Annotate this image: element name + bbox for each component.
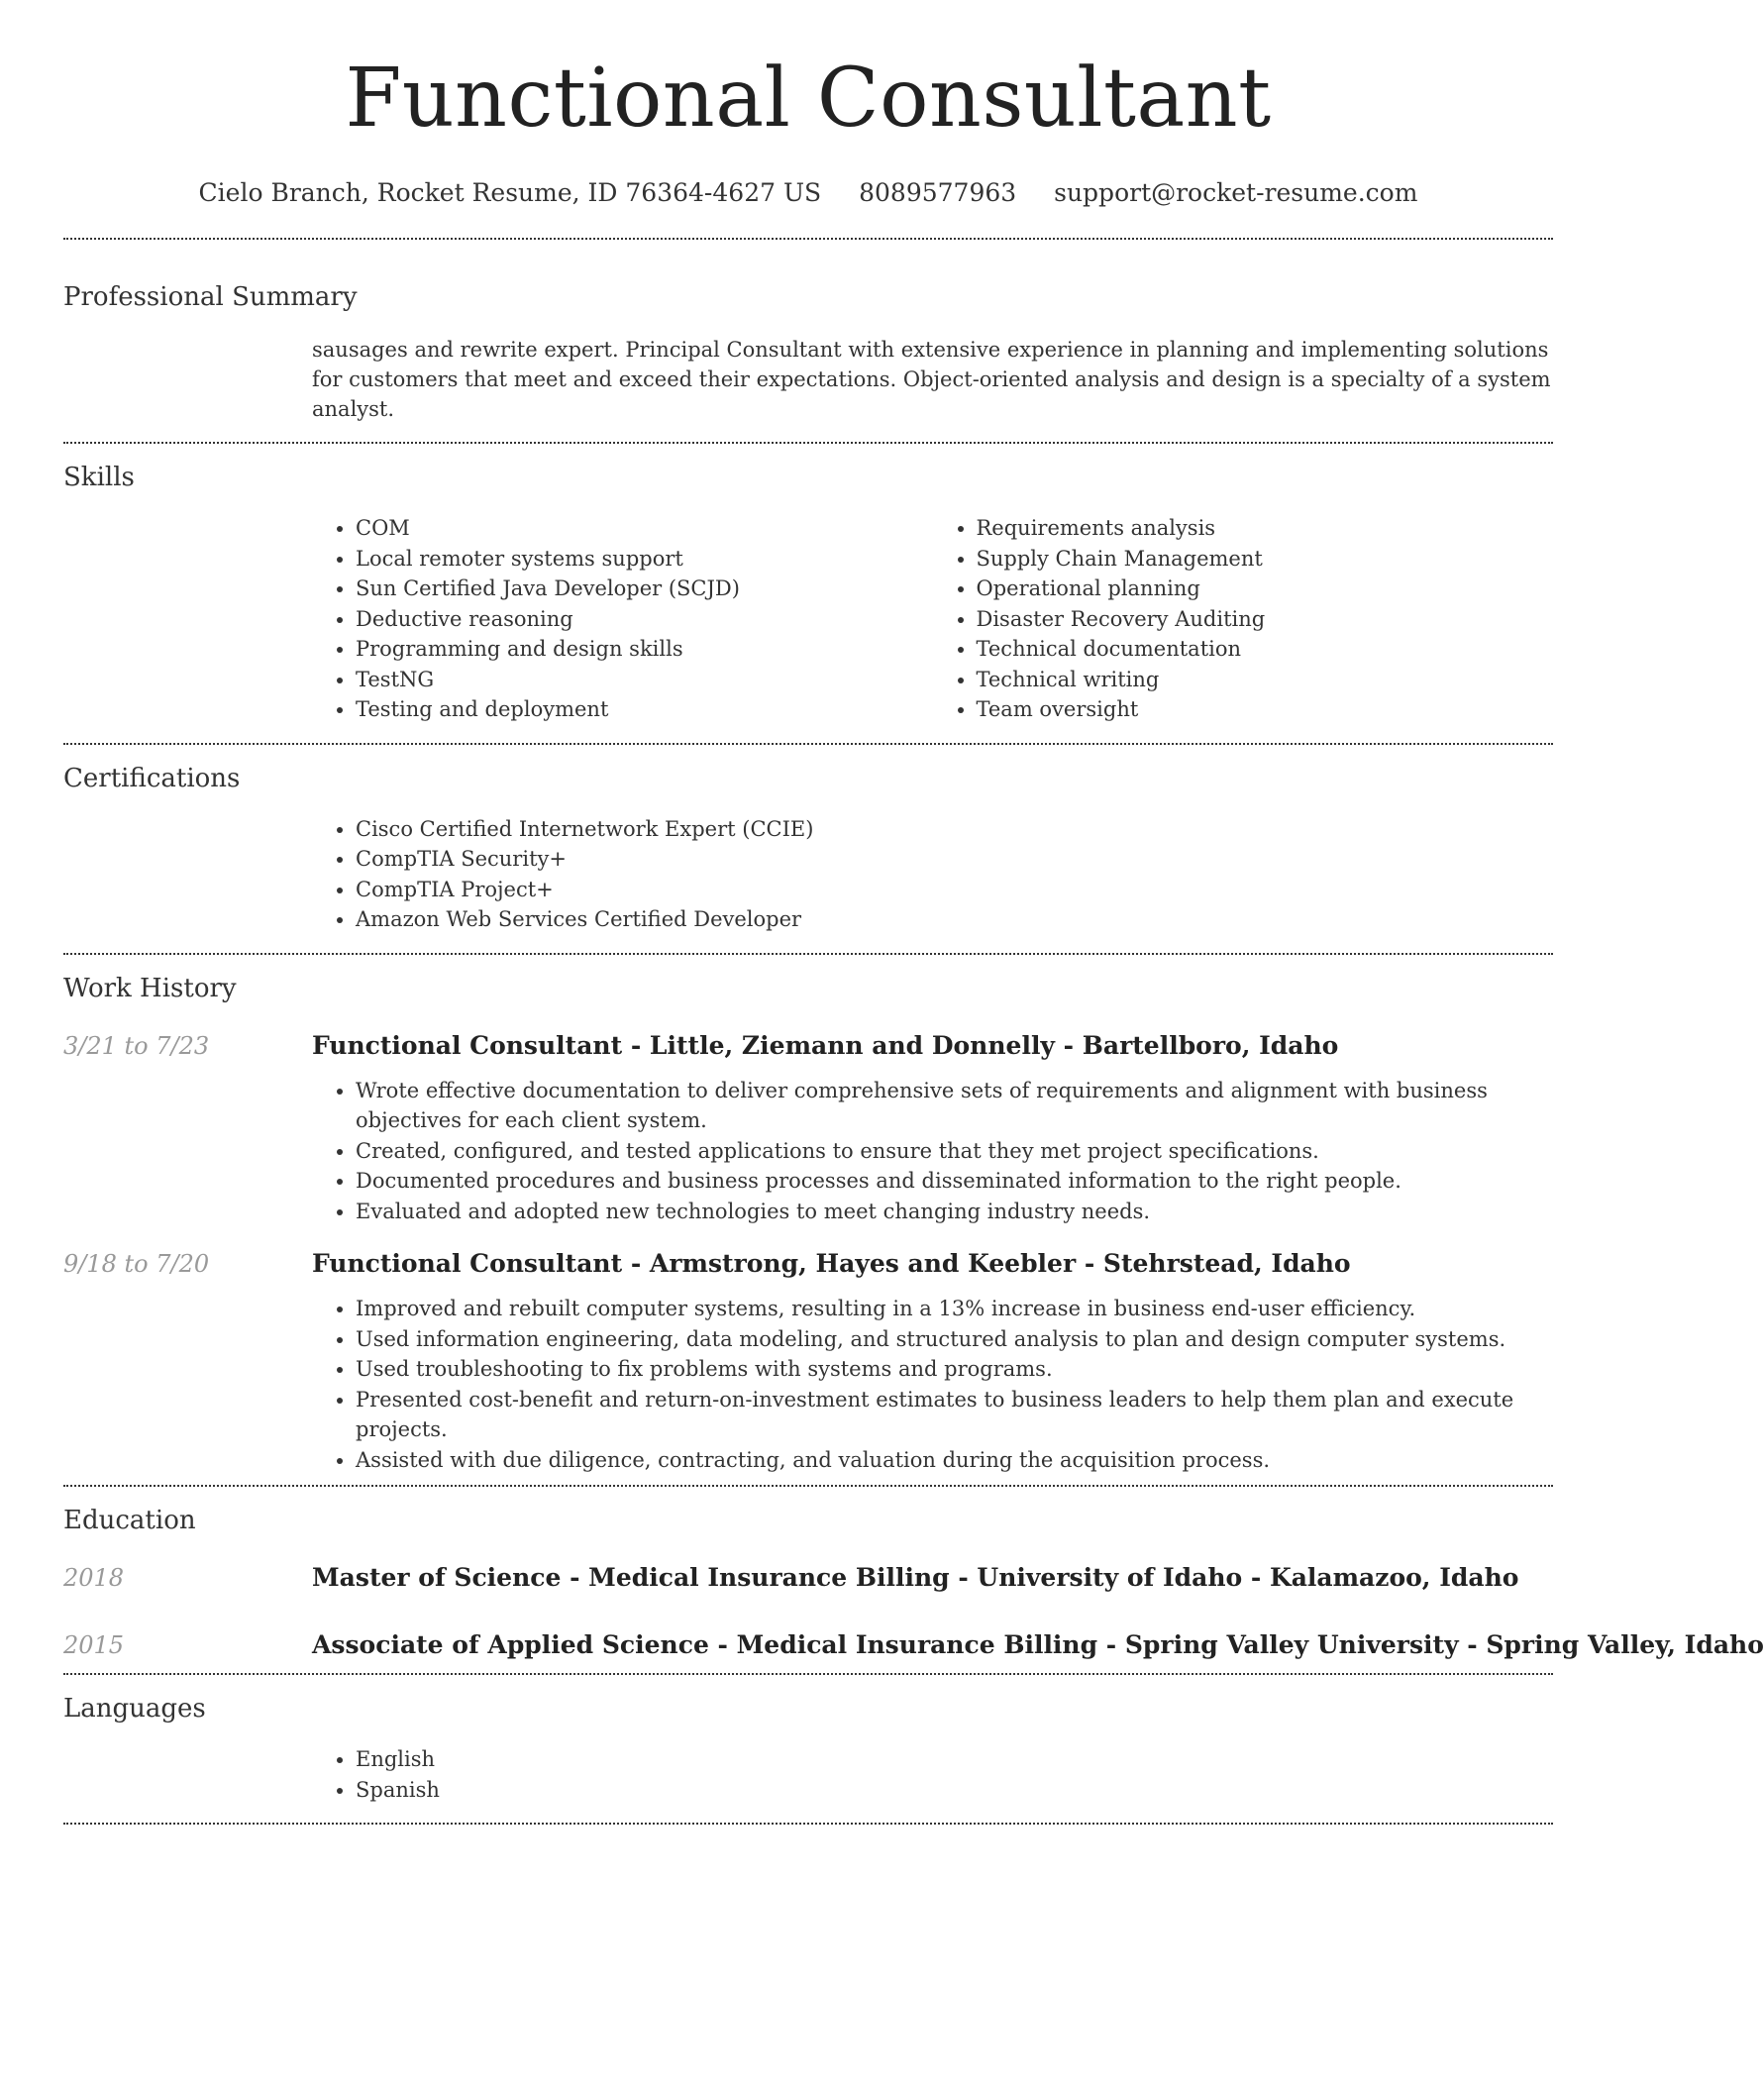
languages-list — [312, 1744, 1553, 1805]
education-heading: Master of Science - Medical Insurance Billing - University of Idaho - Kalamazoo, Idaho — [312, 1563, 1519, 1592]
language-item: • Spanish — [356, 1775, 1553, 1806]
education-entry — [63, 1562, 1553, 1594]
work-entry — [63, 1030, 1553, 1227]
education-section — [63, 1487, 1764, 1673]
work-entry-content — [312, 1248, 1553, 1475]
certifications-list — [312, 814, 1553, 935]
work-bullet: • Documented procedures and business processes and disseminated information to the right people. — [356, 1166, 1553, 1197]
work-entry-content — [312, 1030, 1553, 1227]
skill-item: • Technical documentation — [977, 634, 1554, 665]
skill-item: • Deductive reasoning — [356, 604, 933, 635]
skill-item: • Supply Chain Management — [977, 544, 1554, 575]
work-bullet: • Improved and rebuilt computer systems, resulting in a 13% increase in business end-user efficiency. — [356, 1294, 1553, 1324]
contact-line — [63, 178, 1553, 208]
skills-grid — [312, 513, 1553, 725]
language-item: • English — [356, 1744, 1553, 1775]
certifications-section — [63, 745, 1553, 953]
work-bullet: • Presented cost-benefit and return-on-investment estimates to business leaders to help them plan and execute projects. — [356, 1385, 1553, 1445]
education-entry — [63, 1629, 1764, 1661]
candidate-name: Functional Consultant — [345, 52, 1272, 146]
resume-header — [63, 0, 1553, 208]
skill-item: • Programming and design skills — [356, 634, 933, 665]
certifications-title: Certifications — [63, 763, 241, 793]
education-entry-content — [312, 1629, 1764, 1661]
divider — [63, 1823, 1553, 1825]
work-section — [63, 955, 1553, 1486]
work-title: Work History — [63, 973, 237, 1003]
education-year: 2018 — [63, 1564, 125, 1592]
skill-item: • Operational planning — [977, 574, 1554, 604]
skills-title: Skills — [63, 463, 135, 492]
work-dates: 9/18 to 7/20 — [63, 1250, 210, 1278]
skill-item: • Testing and deployment — [356, 694, 933, 725]
certification-item: • CompTIA Security+ — [356, 844, 1553, 875]
skills-list-right — [933, 513, 1554, 725]
work-bullet: • Used information engineering, data modeling, and structured analysis to plan and design computer systems. — [356, 1324, 1553, 1355]
contact-phone: 8089577963 — [859, 178, 1017, 207]
work-bullet: • Created, configured, and tested applications to ensure that they met project specifications. — [356, 1136, 1553, 1167]
work-bullet: • Used troubleshooting to fix problems with systems and programs. — [356, 1354, 1553, 1385]
resume-page — [63, 0, 1764, 1825]
languages-title: Languages — [63, 1694, 206, 1724]
work-dates: 3/21 to 7/23 — [63, 1031, 210, 1060]
work-heading: Functional Consultant - Little, Ziemann and Donnelly - Bartellboro, Idaho — [312, 1030, 1339, 1060]
certification-item: • Cisco Certified Internetwork Expert (CCIE) — [356, 814, 1553, 845]
work-heading: Functional Consultant - Armstrong, Hayes and Keebler - Stehrstead, Idaho — [312, 1249, 1351, 1278]
skill-item: • TestNG — [356, 665, 933, 695]
skill-item: • Technical writing — [977, 665, 1554, 695]
summary-section — [63, 240, 1553, 442]
education-title: Education — [63, 1506, 196, 1535]
skill-item: • Sun Certified Java Developer (SCJD) — [356, 574, 933, 604]
education-body — [63, 1536, 1764, 1673]
work-bullets — [312, 1076, 1553, 1227]
education-year: 2015 — [63, 1631, 125, 1659]
contact-address: Cielo Branch, Rocket Resume, ID 76364-4627 US — [198, 178, 822, 207]
work-entry — [63, 1248, 1553, 1475]
work-bullet: • Evaluated and adopted new technologies to meet changing industry needs. — [356, 1197, 1553, 1227]
certification-item: • Amazon Web Services Certified Developer — [356, 904, 1553, 935]
summary-body — [312, 313, 1553, 442]
skill-item: • Team oversight — [977, 694, 1554, 725]
skill-item: • Local remoter systems support — [356, 544, 933, 575]
certifications-body — [312, 794, 1553, 953]
skill-item: • Requirements analysis — [977, 513, 1554, 544]
summary-title: Professional Summary — [63, 282, 358, 312]
work-bullet: • Wrote effective documentation to deliver comprehensive sets of requirements and alignment with business objectives for each client system. — [356, 1076, 1553, 1136]
summary-text: sausages and rewrite expert. Principal Consultant with extensive experience in planning and implementing solutions for customers that meet and exceed their expectations. Object-oriented analysis and design is a specialty of a system analyst. — [312, 338, 1551, 421]
contact-email: support@rocket-resume.com — [1054, 178, 1418, 207]
work-bullets — [312, 1294, 1553, 1475]
work-body — [63, 1004, 1553, 1486]
certification-item: • CompTIA Project+ — [356, 875, 1553, 905]
skills-section — [63, 444, 1553, 743]
languages-section — [63, 1675, 1553, 1823]
skills-body — [312, 493, 1553, 743]
education-heading: Associate of Applied Science - Medical Insurance Billing - Spring Valley University - Spring Valley, Idaho — [312, 1630, 1764, 1659]
skill-item: • Disaster Recovery Auditing — [977, 604, 1554, 635]
skills-list-left — [312, 513, 933, 725]
work-bullet: • Assisted with due diligence, contracting, and valuation during the acquisition process. — [356, 1445, 1553, 1476]
languages-body — [312, 1725, 1553, 1823]
education-entry-content — [312, 1562, 1553, 1594]
skill-item: • COM — [356, 513, 933, 544]
